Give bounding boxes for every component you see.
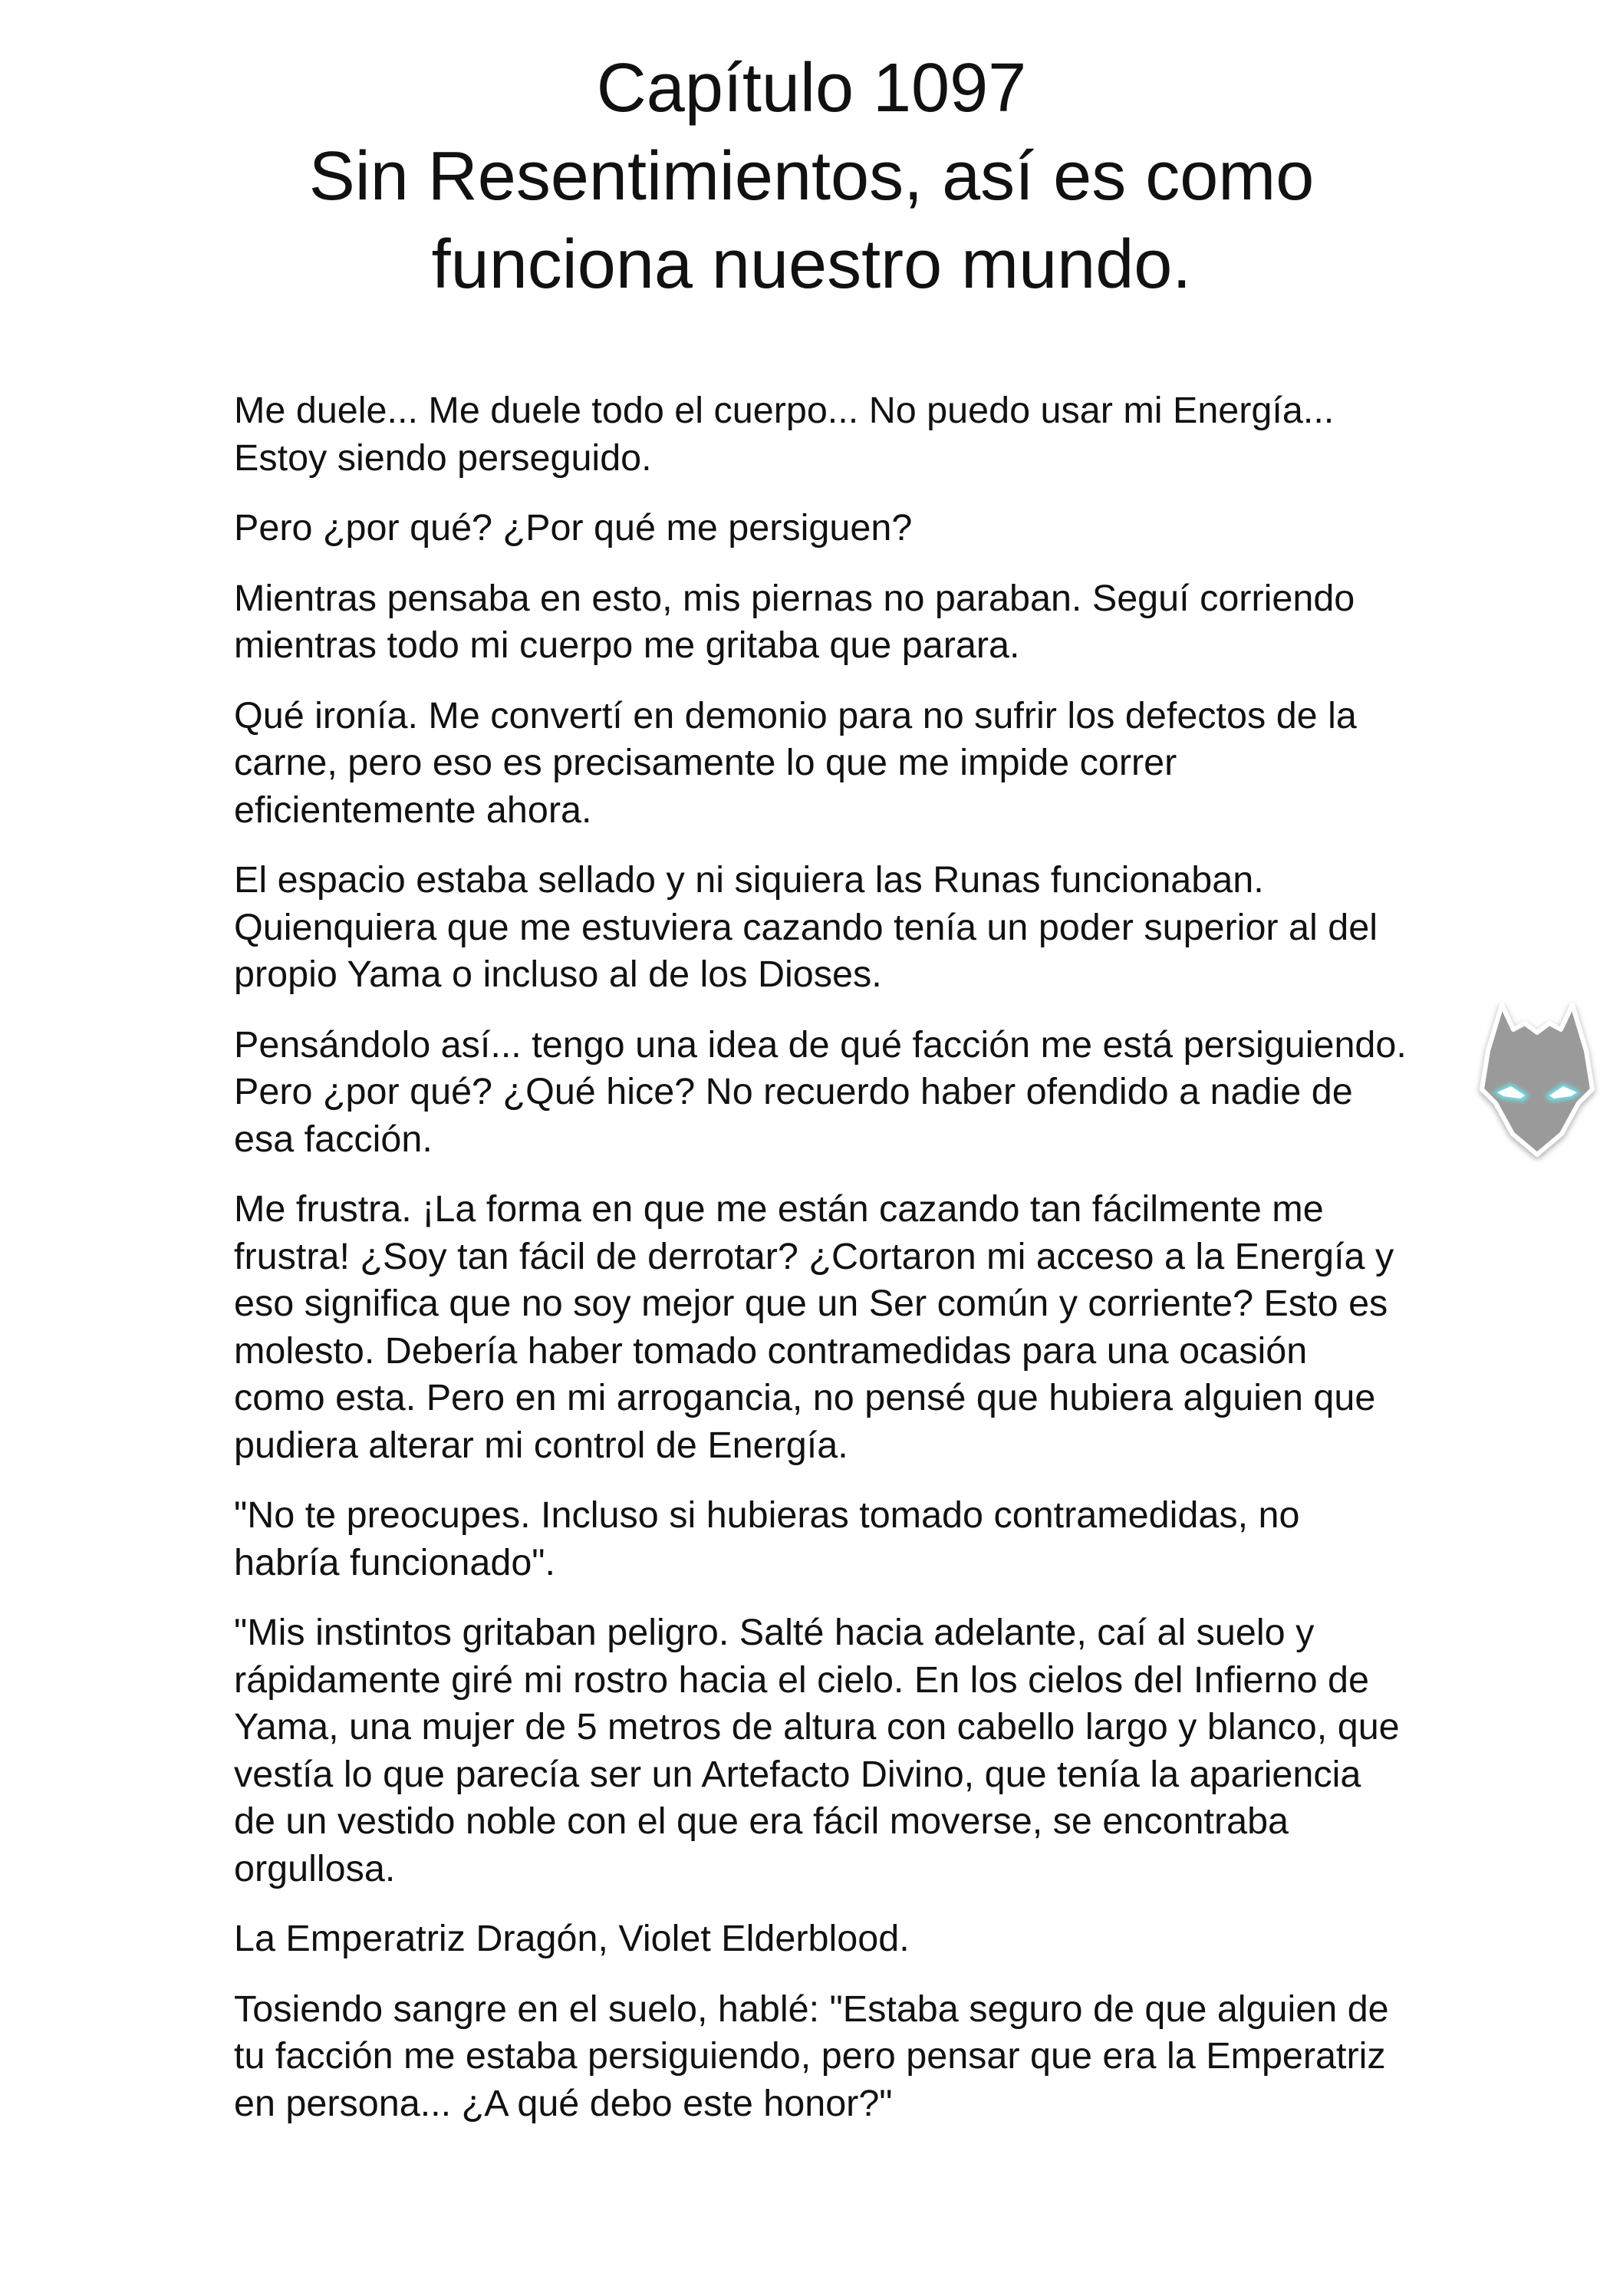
chapter-title [0, 44, 1623, 309]
paragraph: Tosiendo sangre en el suelo, hablé: "Estaba seguro de que alguien de tu facción me estaba persiguiendo, pero pensar que era la Emperatriz en persona... ¿A qué debo este honor?" [234, 1988, 1389, 2124]
demon-head-icon [1471, 997, 1603, 1162]
chapter-number: Capítulo 1097 [596, 50, 1027, 127]
paragraph: "No te preocupes. Incluso si hubieras tomado contramedidas, no habría funcionado". [234, 1494, 1300, 1583]
demon-head-shape [1482, 1005, 1592, 1155]
paragraph: Mientras pensaba en esto, mis piernas no paraban. Seguí corriendo mientras todo mi cuerpo me gritaba que parara. [234, 577, 1355, 666]
paragraph: Pensándolo así... tengo una idea de qué facción me está persiguiendo. Pero ¿por qué? ¿Qué hice? No recuerdo haber ofendido a nadie de esa facción. [234, 1023, 1407, 1160]
paragraph: Me duele... Me duele todo el cuerpo... No puedo usar mi Energía... Estoy siendo perseguido. [234, 390, 1335, 479]
paragraph: Pero ¿por qué? ¿Por qué me persiguen? [234, 507, 913, 548]
paragraph: Qué ironía. Me convertí en demonio para no sufrir los defectos de la carne, pero eso es precisamente lo que me impide correr eficientemente ahora. [234, 694, 1357, 831]
paragraph: "Mis instintos gritaban peligro. Salté hacia adelante, caí al suelo y rápidamente giré mi rostro hacia el cielo. En los cielos del Infierno de Yama, una mujer de 5 metros de altura con cabello largo y blanco, que vestía lo que parecía ser un Artefacto Divino, que tenía la apariencia de un vestido noble con el que era fácil moverse, se encontraba orgullosa. [234, 1612, 1400, 1889]
chapter-subtitle-line-2: funciona nuestro mundo. [431, 226, 1192, 303]
chapter-body [234, 387, 1407, 2150]
paragraph: La Emperatriz Dragón, Violet Elderblood. [234, 1918, 910, 1959]
paragraph: Me frustra. ¡La forma en que me están cazando tan fácilmente me frustra! ¿Soy tan fácil de derrotar? ¿Cortaron mi acceso a la Energía y eso significa que no soy mejor que un Ser común y corriente? Esto es molesto. Debería haber tomado contramedidas para una ocasión como esta. Pero en mi arrogancia, no pensé que hubiera alguien que pudiera alterar mi control de Energía. [234, 1188, 1394, 1466]
paragraph: El espacio estaba sellado y ni siquiera las Runas funcionaban. Quienquiera que me estuviera cazando tenía un poder superior al del propio Yama o incluso al de los Dioses. [234, 859, 1378, 995]
chapter-subtitle-line-1: Sin Resentimientos, así es como [308, 138, 1315, 215]
